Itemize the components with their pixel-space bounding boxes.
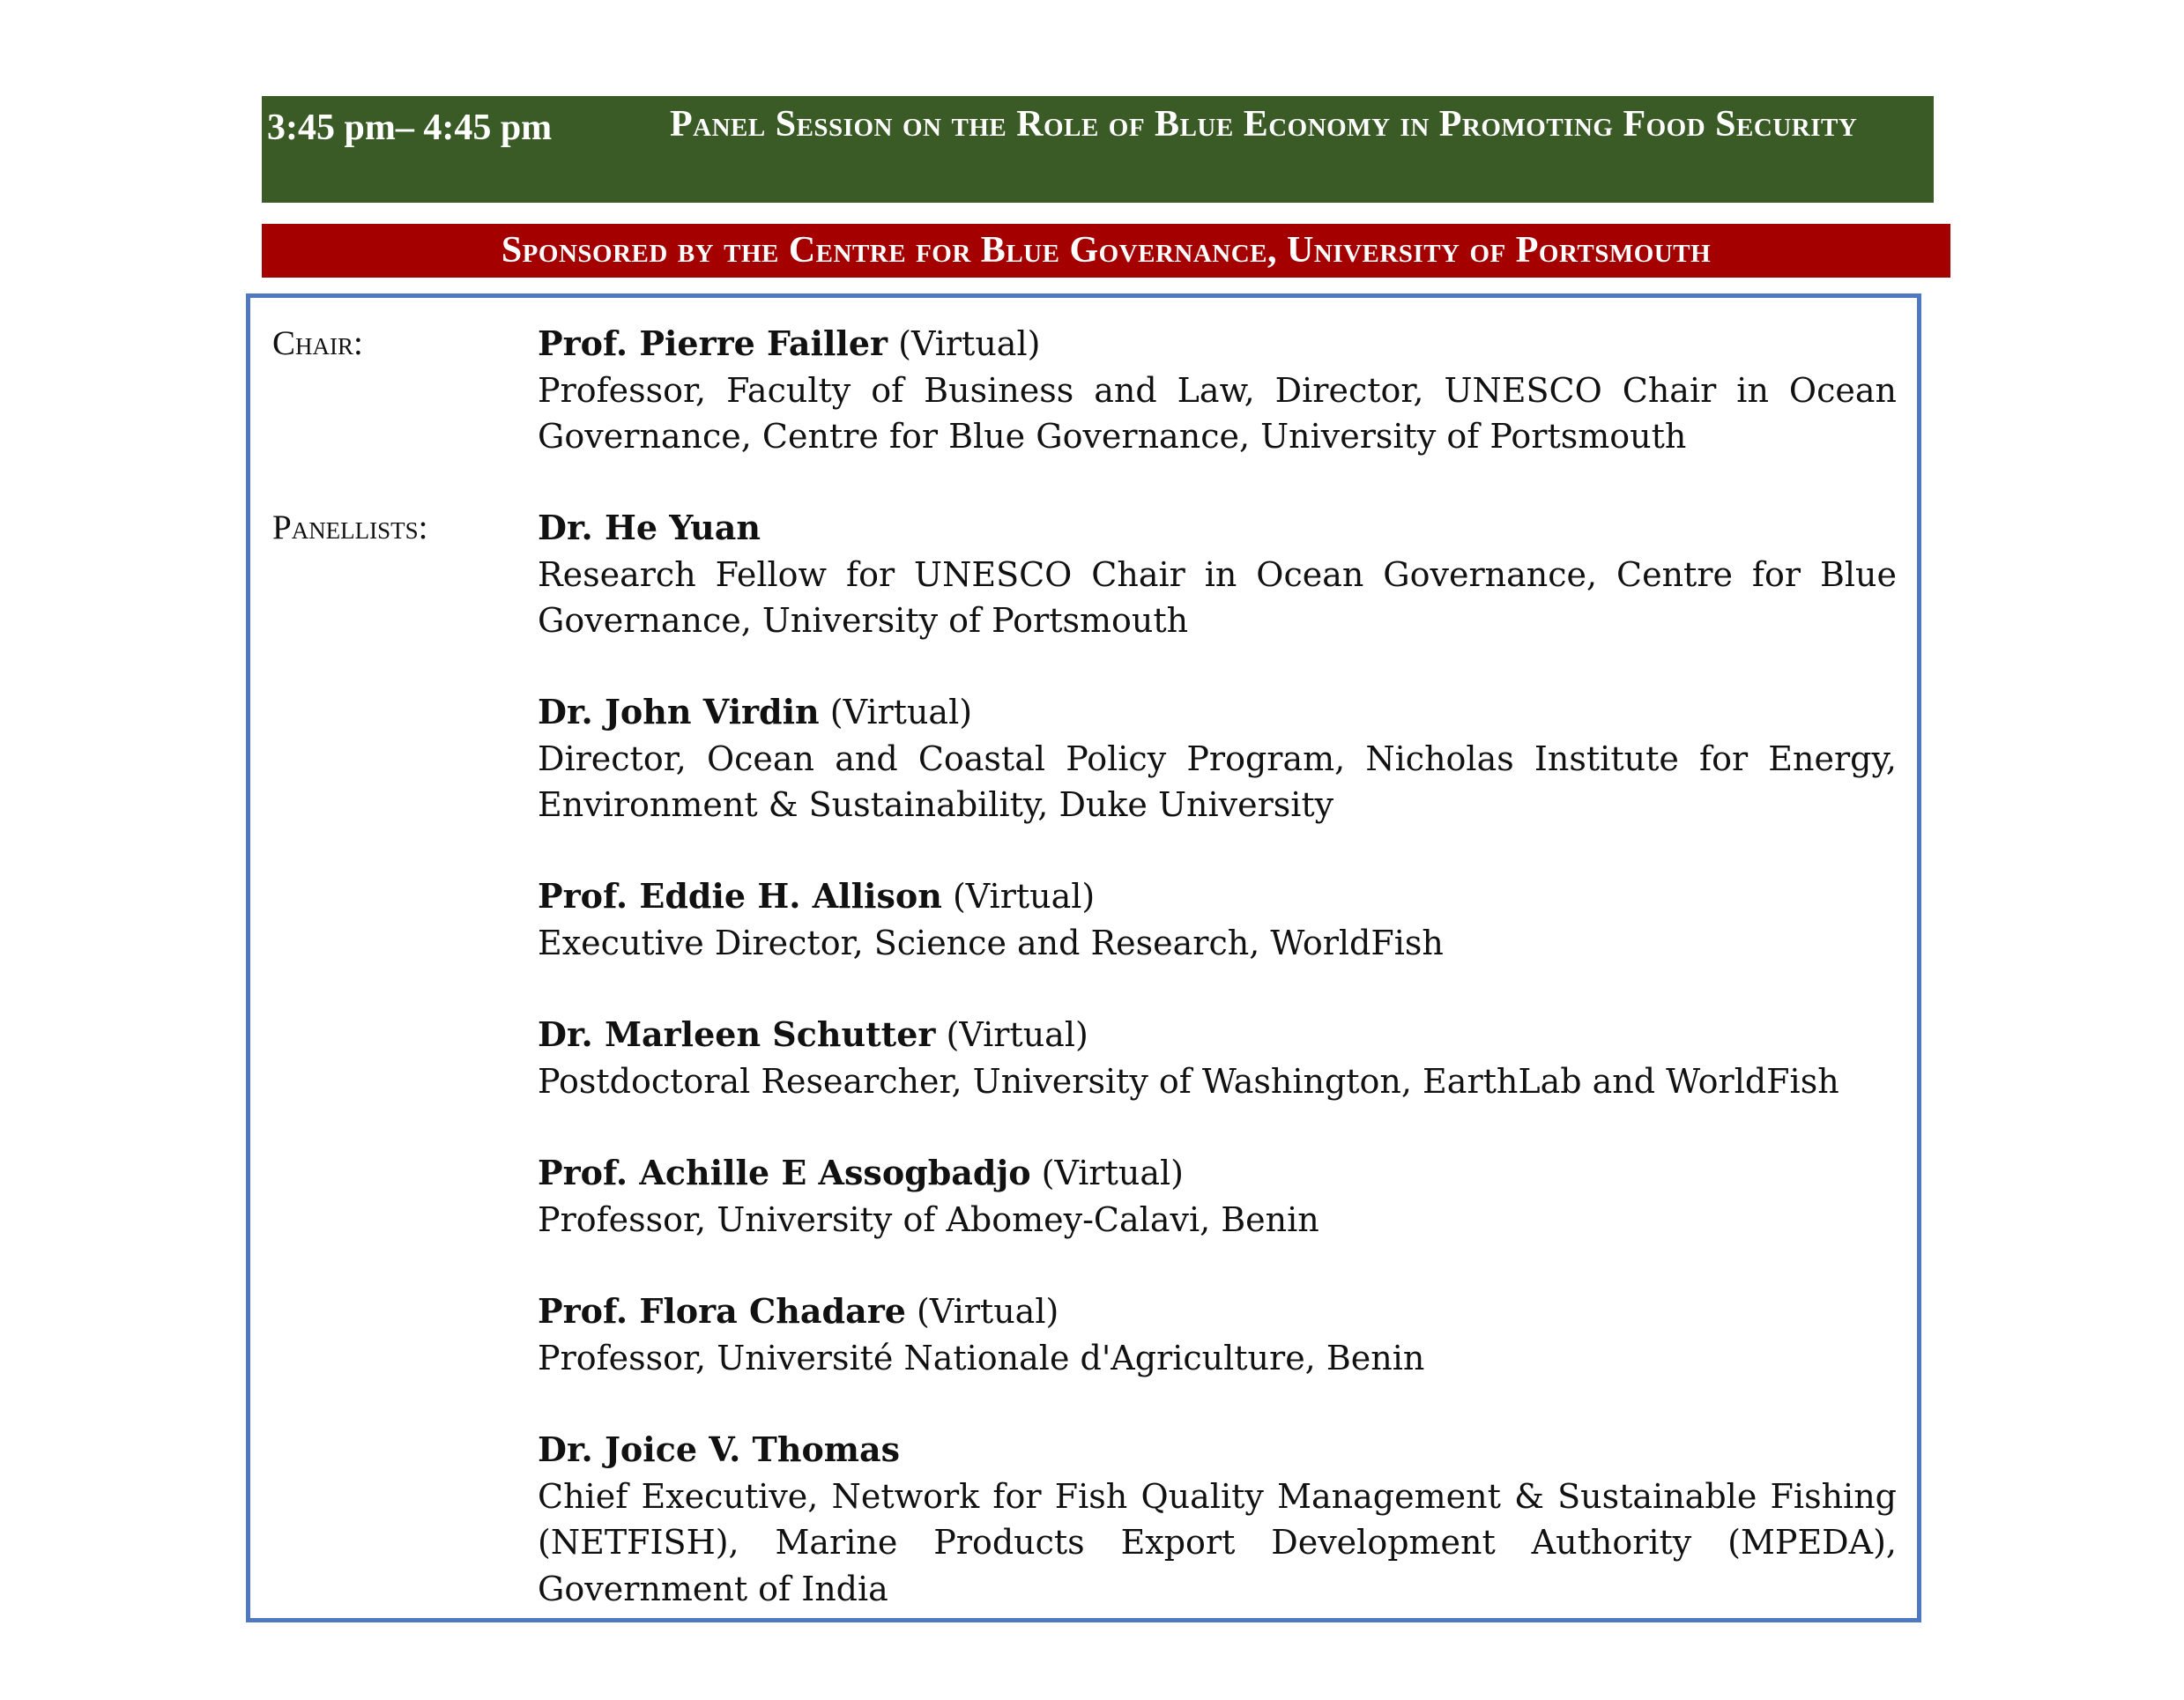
panellists-label: Panellists: [272, 509, 428, 546]
panellist-entry [538, 873, 1897, 966]
sponsor-banner: Sponsored by the Centre for Blue Governance, University of Portsmouth [262, 224, 1950, 278]
panellist-affiliation: Research Fellow for UNESCO Chair in Ocean Governance, Centre for Blue Governance, University of Portsmouth [538, 554, 1897, 640]
panellist-name-line [538, 1427, 1897, 1474]
panellist-name: Dr. John Virdin [538, 692, 820, 731]
panellist-attendance-note: (Virtual) [819, 693, 973, 731]
panellist-entry [538, 1288, 1897, 1381]
panellist-entry [538, 1012, 1897, 1104]
panellist-affiliation: Postdoctoral Researcher, University of Washington, EarthLab and WorldFish [538, 1061, 1839, 1101]
panellist-name-line [538, 1288, 1897, 1335]
chair-name: Prof. Pierre Failler [538, 323, 888, 363]
panellist-name: Dr. Joice V. Thomas [538, 1429, 901, 1469]
panel-roster-box [246, 293, 1921, 1622]
panellist-name: Prof. Achille E Assogbadjo [538, 1153, 1031, 1192]
panellist-affiliation: Professor, University of Abomey-Calavi, Benin [538, 1199, 1319, 1239]
chair-attendance-note: (Virtual) [888, 324, 1041, 363]
panellist-affiliation: Chief Executive, Network for Fish Quality Management & Sustainable Fishing (NETFISH), Marine Products Export Development Authority (MPEDA), Government of India [538, 1476, 1897, 1608]
chair-label: Chair: [272, 324, 363, 362]
panellist-name: Dr. Marleen Schutter [538, 1014, 936, 1054]
panellist-name-line [538, 689, 1897, 736]
panellist-name: Prof. Eddie H. Allison [538, 876, 942, 916]
panellist-entry [538, 689, 1897, 828]
session-header-bar [262, 96, 1934, 203]
session-time: 3:45 pm– 4:45 pm [267, 108, 553, 148]
panellist-entry [538, 1150, 1897, 1243]
panellist-name-line [538, 505, 1897, 552]
panellist-attendance-note: (Virtual) [941, 877, 1096, 916]
panellist-name: Dr. He Yuan [538, 508, 761, 547]
panellist-entry [538, 1427, 1897, 1612]
chair-name-line [538, 321, 1897, 367]
session-title: Panel Session on the Role of Blue Economy in Promoting Food Security [670, 104, 1858, 145]
panellist-name-line [538, 1012, 1897, 1058]
panellist-entry [538, 505, 1897, 644]
panellist-name-line [538, 873, 1897, 920]
chair-affiliation: Professor, Faculty of Business and Law, Director, UNESCO Chair in Ocean Governance, Centre for Blue Governance, University of Portsmouth [538, 370, 1897, 456]
panellist-affiliation: Executive Director, Science and Research, WorldFish [538, 923, 1444, 962]
panellist-attendance-note: (Virtual) [905, 1292, 1059, 1331]
panellist-attendance-note: (Virtual) [1030, 1154, 1184, 1192]
chair-entry [538, 321, 1897, 460]
panellist-attendance-note: (Virtual) [935, 1015, 1088, 1054]
panellist-affiliation: Director, Ocean and Coastal Policy Program, Nicholas Institute for Energy, Environment & Sustainability, Duke University [538, 739, 1897, 824]
panellist-name-line [538, 1150, 1897, 1197]
panellist-affiliation: Professor, Université Nationale d'Agriculture, Benin [538, 1338, 1425, 1377]
panellist-name: Prof. Flora Chadare [538, 1291, 906, 1331]
